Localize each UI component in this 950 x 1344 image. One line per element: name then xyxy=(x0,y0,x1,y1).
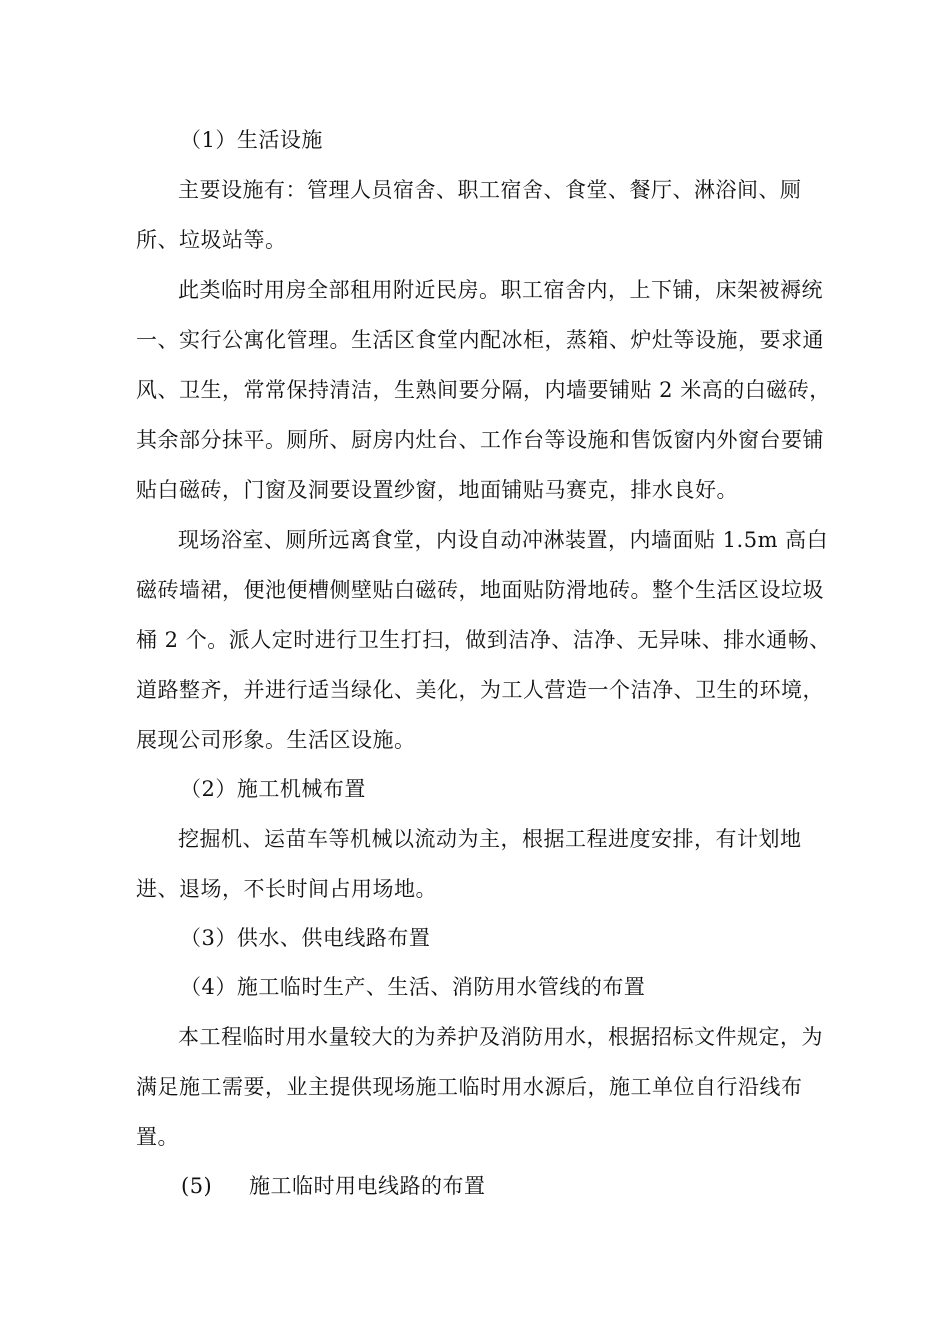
section-heading-3: （3）供水、供电线路布置 xyxy=(180,926,431,950)
paragraph-line: 一、实行公寓化管理。生活区食堂内配冰柜，蒸箱、炉灶等设施，要求通 xyxy=(136,328,824,352)
section-heading-5 xyxy=(181,1171,486,1201)
paragraph-line: 此类临时用房全部租用附近民房。职工宿舍内，上下铺，床架被褥统 xyxy=(178,278,823,302)
section-heading-4: （4）施工临时生产、生活、消防用水管线的布置 xyxy=(180,975,646,999)
paragraph-line: 所、垃圾站等。 xyxy=(136,228,287,252)
paragraph-line: 其余部分抹平。厕所、厨房内灶台、工作台等设施和售饭窗内外窗台要铺 xyxy=(136,428,824,452)
paragraph-line: 本工程临时用水量较大的为养护及消防用水，根据招标文件规定，为 xyxy=(178,1025,823,1049)
paragraph-line: 置。 xyxy=(136,1125,179,1149)
paragraph-line: 磁砖墙裙，便池便槽侧壁贴白磁砖，地面贴防滑地砖。整个生活区设垃圾 xyxy=(136,578,824,602)
paragraph-line: 桶 2 个。派人定时进行卫生打扫，做到洁净、洁净、无异味、排水通畅、 xyxy=(136,628,831,652)
paragraph-line: 风、卫生，常常保持清洁，生熟间要分隔，内墙要铺贴 2 米高的白磁砖， xyxy=(136,378,831,402)
paragraph-line: 满足施工需要，业主提供现场施工临时用水源后，施工单位自行沿线布 xyxy=(136,1075,803,1099)
paragraph-line: 主要设施有：管理人员宿舍、职工宿舍、食堂、餐厅、淋浴间、厕 xyxy=(178,178,802,202)
paragraph-line: 道路整齐，并进行适当绿化、美化，为工人营造一个洁净、卫生的环境， xyxy=(136,678,824,702)
paragraph-line: 展现公司形象。生活区设施。 xyxy=(136,728,416,752)
section-title: 施工临时用电线路的布置 xyxy=(249,1174,486,1198)
paragraph-line: 挖掘机、运苗车等机械以流动为主，根据工程进度安排，有计划地 xyxy=(178,827,802,851)
paragraph-line: 贴白磁砖，门窗及洞要设置纱窗，地面铺贴马赛克，排水良好。 xyxy=(136,478,738,502)
section-number: (5) xyxy=(181,1174,213,1198)
section-heading-1: （1）生活设施 xyxy=(180,128,323,152)
section-heading-2: （2）施工机械布置 xyxy=(180,777,366,801)
paragraph-line: 进、退场，不长时间占用场地。 xyxy=(136,877,437,901)
paragraph-line: 现场浴室、厕所远离食堂，内设自动冲淋装置，内墙面贴 1.5m 高白 xyxy=(178,528,829,552)
